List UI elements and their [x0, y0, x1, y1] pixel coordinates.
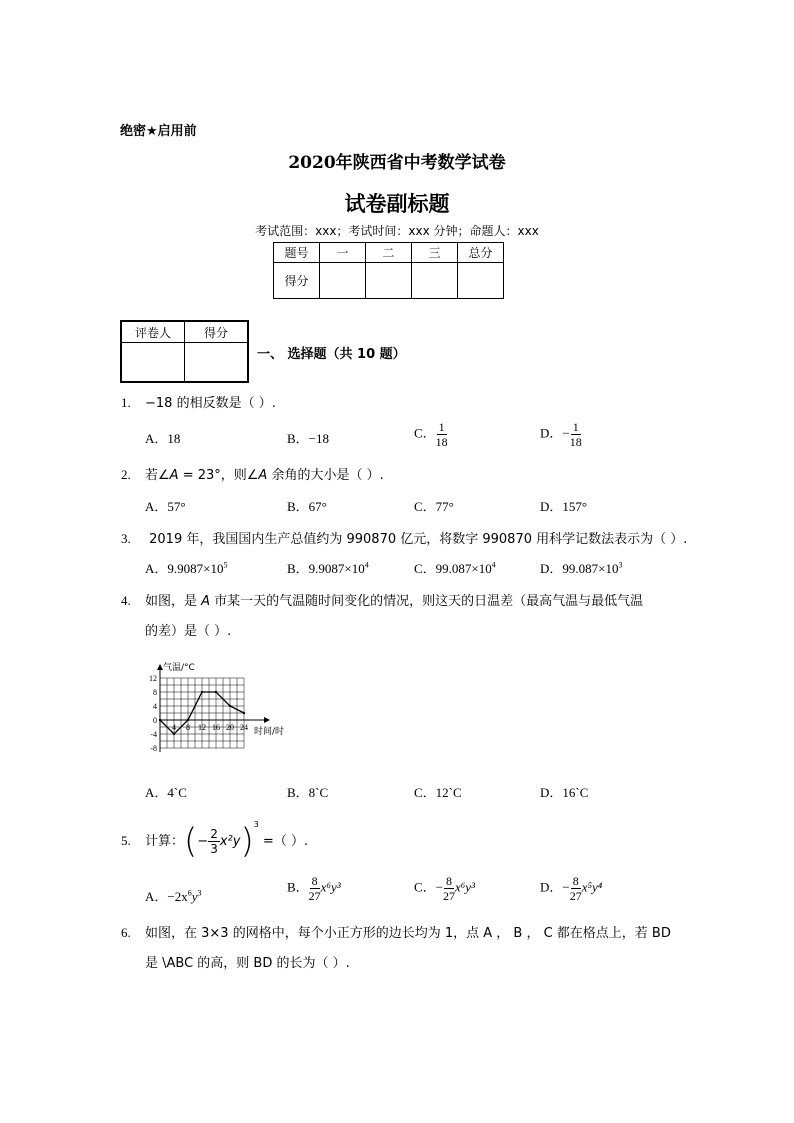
- option-label: D．−: [540, 879, 570, 895]
- option-d: [540, 420, 582, 449]
- option-a: [145, 886, 202, 905]
- numerator: 8: [572, 874, 579, 888]
- math-expr: x⁵y⁴: [581, 879, 603, 895]
- score-header-cell: 总分: [458, 243, 504, 263]
- option-d: D．16`C: [540, 785, 589, 800]
- numerator: 2: [210, 827, 218, 841]
- question-4-line2: 的差）是（ ）.: [145, 624, 232, 639]
- option-c: [414, 874, 475, 903]
- math-expr: x⁶y³: [320, 879, 341, 895]
- y-tick-label: 0: [153, 716, 157, 725]
- denominator: 27: [569, 889, 582, 903]
- confidential-label: 绝密★启用前: [120, 124, 197, 139]
- x-tick-label: 24: [240, 723, 248, 732]
- fraction: [443, 874, 455, 903]
- question-text: 市某一天的气温随时间变化的情况，则这天的日温差（最高气温与最低气温: [210, 594, 644, 609]
- option-text: B．9.9087×10: [287, 561, 365, 576]
- y-tick-label: 4: [153, 702, 157, 711]
- grader-header: 评卷人: [121, 321, 185, 343]
- paren-right: ): [240, 821, 254, 862]
- y-tick-label: 8: [153, 688, 157, 697]
- fraction: [570, 874, 582, 903]
- y-axis-label: 气温/°C: [163, 663, 195, 673]
- grader-table: [120, 320, 249, 383]
- question-number: 1.: [121, 395, 131, 410]
- paren-left: (: [184, 821, 198, 862]
- score-cell: [320, 263, 366, 299]
- math-expr: y: [191, 889, 198, 904]
- fraction: [309, 874, 321, 903]
- chart-labels: [149, 661, 284, 753]
- numerator: 8: [446, 874, 453, 888]
- section-title: 一、 选择题（共 10 题）: [257, 347, 406, 362]
- option-label: B．: [287, 879, 309, 895]
- score-header-cell: 题号: [274, 243, 320, 263]
- score-cell: [458, 263, 504, 299]
- exponent: 3: [618, 560, 623, 570]
- option-b: [287, 874, 341, 903]
- question-2: [121, 464, 384, 483]
- score-cell: [412, 263, 458, 299]
- x-axis-arrow: [264, 717, 270, 723]
- question-6: [121, 922, 671, 941]
- option-a: [145, 558, 227, 577]
- question-number: 3.: [121, 531, 131, 546]
- fraction: [208, 827, 220, 856]
- grader-cell: [185, 343, 249, 383]
- option-d: [540, 874, 602, 903]
- x-tick-label: 12: [198, 723, 206, 732]
- option-b: B．−18: [287, 431, 330, 446]
- exam-title: 2020年陕西省中考数学试卷: [288, 153, 506, 173]
- question-text: −18 的相反数是（ ）.: [145, 396, 276, 411]
- option-label: C．−: [414, 879, 444, 895]
- option-text: A．−2x: [145, 889, 188, 904]
- option-b: [287, 558, 369, 577]
- x-tick-label: 20: [226, 723, 234, 732]
- score-header-cell: 一: [320, 243, 366, 263]
- y-tick-label: 12: [149, 674, 157, 683]
- option-text: D．99.087×10: [540, 561, 619, 576]
- option-b: B．8`C: [287, 785, 329, 800]
- exponent: 3: [253, 820, 259, 829]
- question-text: 若∠: [145, 468, 170, 483]
- exam-info: 考试范围：xxx；考试时间：xxx 分钟；命题人：xxx: [255, 224, 539, 238]
- option-d: [540, 558, 622, 577]
- option-a: A．18: [145, 431, 181, 446]
- score-header-cell: 三: [412, 243, 458, 263]
- question-text: 如图，是: [145, 594, 202, 609]
- denominator: 27: [443, 889, 456, 903]
- fraction: [436, 420, 448, 449]
- option-c: [414, 558, 496, 577]
- denominator: 18: [435, 435, 448, 449]
- option-d: D．157°: [540, 499, 588, 514]
- option-a: A．57°: [145, 499, 186, 514]
- math-var: A: [258, 468, 268, 483]
- option-text: C．99.087×10: [414, 561, 492, 576]
- x-tick-label: 4: [172, 723, 176, 732]
- x-tick-label: 16: [212, 723, 220, 732]
- denominator: 3: [210, 842, 218, 856]
- numerator: 1: [572, 420, 579, 434]
- option-b: B．67°: [287, 499, 327, 514]
- question-text: = 23°，则∠: [178, 468, 259, 483]
- denominator: 27: [308, 889, 321, 903]
- question-5: [121, 820, 308, 862]
- temperature-chart: [140, 650, 320, 760]
- grader-cell: [121, 343, 185, 383]
- exam-subtitle: 试卷副标题: [344, 192, 450, 216]
- question-4: [121, 590, 643, 609]
- math-var: A: [201, 594, 211, 609]
- option-label: C．: [414, 425, 436, 441]
- exponent: 5: [223, 560, 228, 570]
- fraction: [570, 420, 582, 449]
- option-c: C．77°: [414, 499, 454, 514]
- math-expr: x²y: [219, 834, 241, 849]
- numerator: 1: [438, 420, 445, 434]
- exponent: 3: [197, 888, 202, 898]
- x-axis-label: 时间/时: [254, 727, 285, 737]
- chart-grid: [160, 678, 244, 748]
- question-number: 5.: [121, 833, 131, 848]
- question-text: 计算：: [145, 834, 185, 849]
- exponent: 4: [491, 560, 496, 570]
- score-table: [273, 242, 504, 299]
- question-text: 余角的大小是（ ）.: [267, 468, 384, 483]
- question-text: =（ ）.: [258, 834, 309, 849]
- option-a: A．4`C: [145, 785, 187, 800]
- math-var: A: [169, 468, 179, 483]
- denominator: 18: [569, 435, 582, 449]
- question-text: 如图，在 3×3 的网格中，每个小正方形的边长均为 1，点 A ， B ， C 都在格点上，若 BD: [145, 926, 671, 941]
- option-c: C．12`C: [414, 785, 462, 800]
- grader-header: 得分: [185, 321, 249, 343]
- question-1: [121, 392, 276, 411]
- x-tick-label: 8: [186, 723, 190, 732]
- question-number: 4.: [121, 593, 131, 608]
- question-text: 2019 年，我国国内生产总值约为 990870 亿元，将数字 990870 用科学记数法表示为（ ）.: [145, 532, 688, 547]
- numerator: 8: [311, 874, 318, 888]
- exponent: 4: [364, 560, 369, 570]
- question-number: 6.: [121, 925, 131, 940]
- score-row-label: 得分: [274, 263, 320, 299]
- score-header-cell: 二: [366, 243, 412, 263]
- option-text: A．9.9087×10: [145, 561, 224, 576]
- exponent: 6: [187, 888, 192, 898]
- y-tick-label: -4: [150, 730, 157, 739]
- option-label: D．−: [540, 425, 570, 441]
- sign: −: [197, 834, 209, 849]
- question-6-line2: 是 \ABC 的高，则 BD 的长为（ ）.: [145, 956, 350, 971]
- option-c: [414, 420, 448, 449]
- math-expr: x⁶y³: [455, 879, 475, 895]
- score-cell: [366, 263, 412, 299]
- question-3: [121, 528, 687, 547]
- y-tick-label: -8: [150, 744, 157, 753]
- question-number: 2.: [121, 467, 131, 482]
